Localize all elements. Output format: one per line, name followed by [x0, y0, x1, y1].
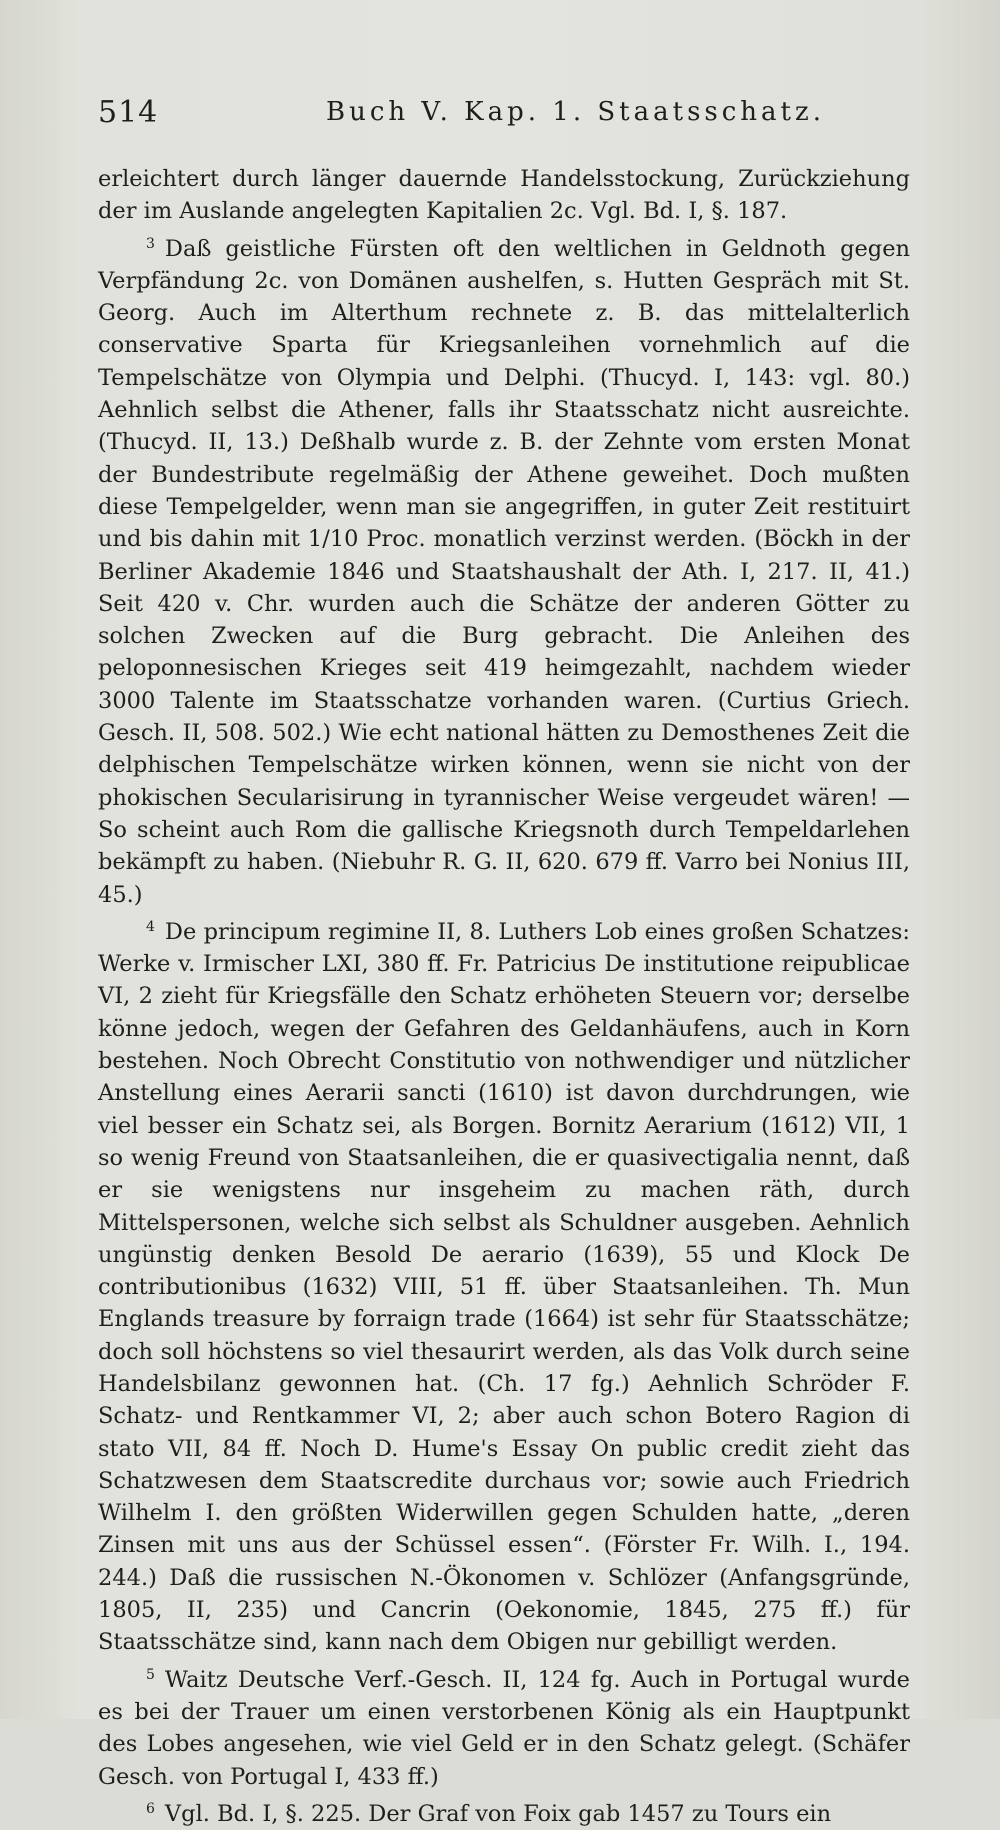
footnote-6 [98, 1793, 910, 1830]
footnote-continuation [98, 163, 910, 228]
footnote-text: De principum regimine II, 8. Luthers Lob eines großen Schatzes: Werke v. Irmischer LXI, 380 ff. Fr. Patricius De institutione reipublicae VI, 2 zieht für Kriegsfälle den Schatz erhöheten Steuern vor; derselbe könne jedoch, wegen der Gefahren des Geldanhäufens, auch in Korn bestehen. Noch Obrecht Constitutio von nothwendiger und nützlicher Anstellung eines Aerarii sancti (1610) ist davon durchdrungen, wie viel besser ein Schatz sei, als Borgen. Bornitz Aerarium (1612) VII, 1 so wenig Freund von Staatsanleihen, die er quasivectigalia nennt, daß er sie wenigstens nur insgeheim zu machen räth, durch Mittelspersonen, welche sich selbst als Schuldner ausgeben. Aehnlich ungünstig denken Besold De aerario (1639), 55 und Klock De contributionibus (1632) VIII, 51 ff. über Staatsanleihen. Th. Mun Englands treasure by forraign trade (1664) ist sehr für Staatsschätze; doch soll höchstens so viel thesaurirt werden, als das Volk durch seine Handelsbilanz gewonnen hat. (Ch. 17 fg.) Aehnlich Schröder F. Schatz- und Rentkammer VI, 2; aber auch schon Botero Ragion di stato VII, 84 ff. Noch D. Hume's Essay On public credit zieht das Schatzwesen dem Staatscredite durchaus vor; sowie auch Friedrich Wilhelm I. den größten Widerwillen gegen Schulden hatte, „deren Zinsen mit uns aus der Schüssel essen“. (Förster Fr. Wilh. I., 194. 244.) Daß die russischen N.-Ökonomen v. Schlözer (Anfangsgründe, 1805, II, 235) und Cancrin (Oekonomie, 1845, 275 ff.) für Staatsschätze sind, kann nach dem Obigen nur gebilligt werden. [98, 918, 910, 1656]
footnote-5 [98, 1659, 910, 1793]
footnote-number: 3 [146, 235, 155, 252]
footnote-text-block [98, 163, 910, 1830]
footnote-3 [98, 228, 910, 911]
footnote-text: Daß geistliche Fürsten oft den weltlichen in Geldnoth gegen Verpfändung 2c. von Domänen aushelfen, s. Hutten Gespräch mit St. Georg. Auch im Alterthum rechnete z. B. das mittelalterlich conservative Sparta für Kriegsanleihen vornehmlich auf die Tempelschätze von Olympia und Delphi. (Thucyd. I, 143: vgl. 80.) Aehnlich selbst die Athener, falls ihr Staatsschatz nicht ausreichte. (Thucyd. II, 13.) Deßhalb wurde z. B. der Zehnte vom ersten Monat der Bundestribute regelmäßig der Athene geweihet. Doch mußten diese Tempelgelder, wenn man sie angegriffen, in guter Zeit restituirt und bis dahin mit 1/10 Proc. monatlich verzinst werden. (Böckh in der Berliner Akademie 1846 und Staatshaushalt der Ath. I, 217. II, 41.) Seit 420 v. Chr. wurden auch die Schätze der anderen Götter zu solchen Zwecken auf die Burg gebracht. Die Anleihen des peloponnesischen Krieges seit 419 heimgezahlt, nachdem wieder 3000 Talente im Staatsschatze vorhanden waren. (Curtius Griech. Gesch. II, 508. 502.) Wie echt national hätten zu Demosthenes Zeit die delphischen Tempelschätze wirken können, wenn sie nicht von der phokischen Secularisirung in tyrannischer Weise vergeudet wären! — So scheint auch Rom die gallische Kriegsnoth durch Tempeldarlehen bekämpft zu haben. (Niebuhr R. G. II, 620. 679 ff. Varro bei Nonius III, 45.) [98, 235, 910, 908]
footnote-number: 4 [146, 918, 155, 935]
footnote-text: Vgl. Bd. I, §. 225. Der Graf von Foix gab 1457 zu Tours ein [164, 1800, 832, 1827]
page-number: 514 [98, 95, 159, 130]
page-header [98, 95, 908, 135]
running-head: Buch V. Kap. 1. Staatsschatz. [326, 97, 825, 127]
footnote-4 [98, 911, 910, 1659]
footnote-number: 5 [146, 1666, 155, 1683]
footnote-text: Waitz Deutsche Verf.-Gesch. II, 124 fg. Auch in Portugal wurde es bei der Trauer um einen verstorbenen König als ein Hauptpunkt des Lobes angesehen, wie viel Geld er in den Schatz gelegt. (Schäfer Gesch. von Portugal I, 433 ff.) [98, 1666, 910, 1790]
footnote-number: 6 [146, 1800, 155, 1817]
footnote-text: erleichtert durch länger dauernde Handelsstockung, Zurückziehung der im Auslande angelegten Kapitalien 2c. Vgl. Bd. I, §. 187. [98, 166, 910, 225]
